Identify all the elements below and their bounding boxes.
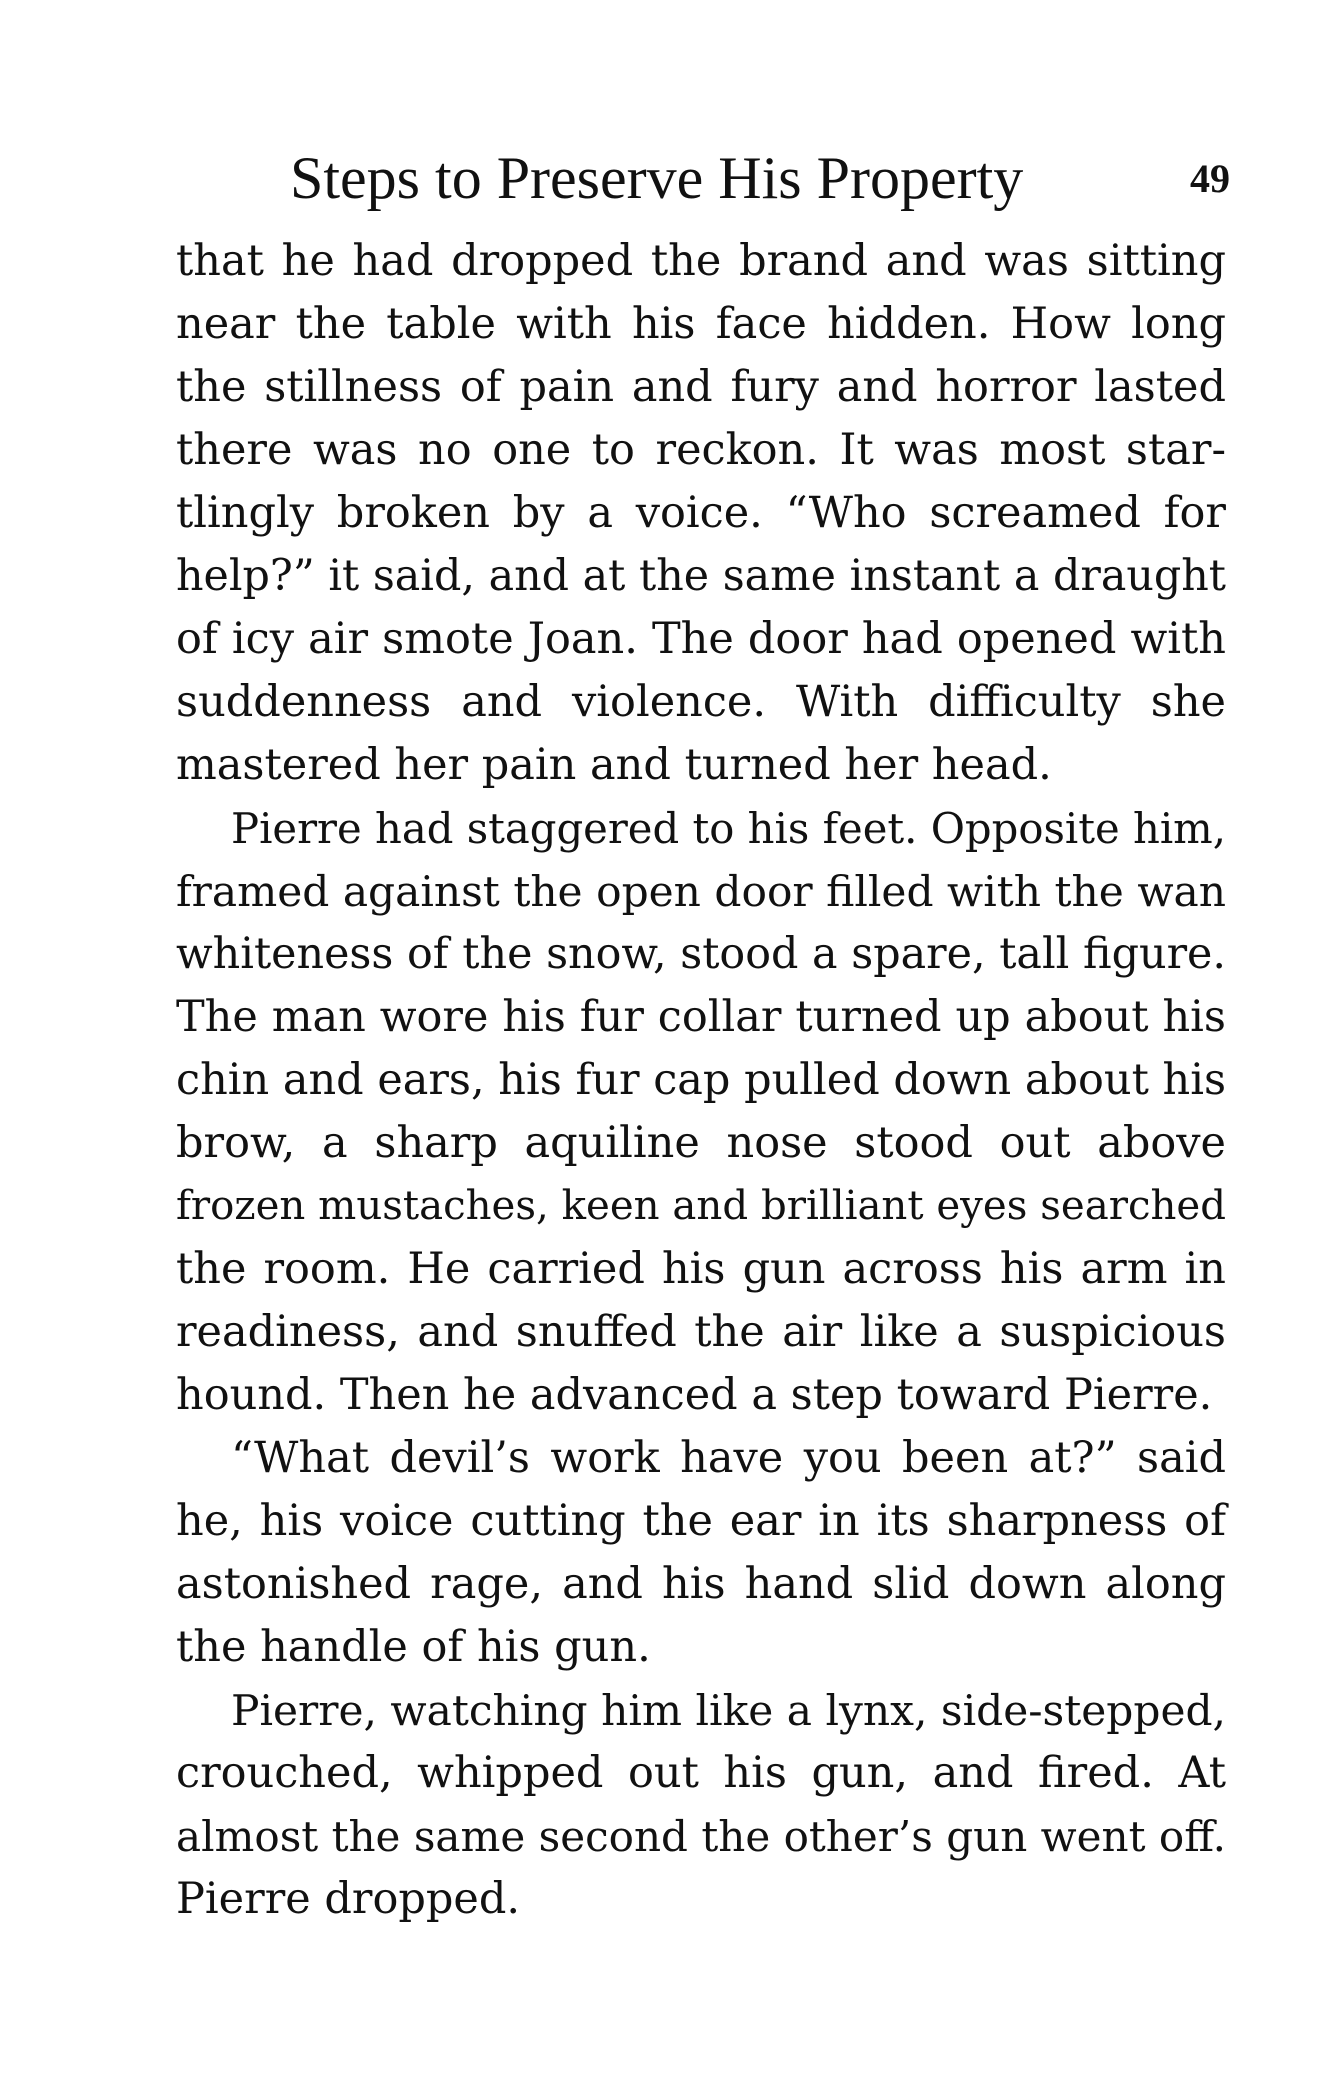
text-line: framed against the open door filled with the wan xyxy=(176,867,1226,916)
running-title: Steps to Preserve His Property xyxy=(290,145,1024,211)
text-line: that he had dropped the brand and was sitting xyxy=(176,236,1226,286)
text-line: crouched, whipped out his gun, and fired. At xyxy=(176,1748,1226,1798)
text-line: The man wore his fur collar turned up about his xyxy=(176,992,1226,1042)
text-line: Pierre had staggered to his feet. Opposite him, xyxy=(231,804,1226,853)
text-line: readiness, and snuffed the air like a suspicious xyxy=(176,1307,1226,1357)
paragraph xyxy=(176,1679,1226,1931)
text-line: hound. Then he advanced a step toward Pierre. xyxy=(176,1370,1213,1420)
body-text xyxy=(176,230,1226,1931)
text-line: mastered her pain and turned her head. xyxy=(176,740,1052,790)
text-line: astonished rage, and his hand slid down along xyxy=(176,1559,1226,1609)
text-line: Pierre, watching him like a lynx, side-stepped, xyxy=(231,1686,1226,1735)
text-line: the stillness of pain and fury and horror lasted xyxy=(176,362,1226,412)
text-line: Pierre dropped. xyxy=(176,1874,521,1924)
page-number: 49 xyxy=(1190,156,1230,201)
text-line: help?” it said, and at the same instant a draught xyxy=(176,551,1226,601)
text-line: there was no one to reckon. It was most star- xyxy=(176,425,1226,475)
text-line: suddenness and violence. With difficulty she xyxy=(176,677,1226,727)
text-line: chin and ears, his fur cap pulled down about his xyxy=(176,1055,1226,1105)
text-line: frozen mustaches, keen and brilliant eyes searched xyxy=(176,1183,1226,1229)
text-line: tlingly broken by a voice. “Who screamed for xyxy=(176,488,1226,538)
text-line: the handle of his gun. xyxy=(176,1622,651,1672)
text-line: brow, a sharp aquiline nose stood out above xyxy=(176,1118,1226,1168)
text-line: he, his voice cutting the ear in its sharpness of xyxy=(176,1496,1226,1546)
running-head xyxy=(290,138,1230,218)
text-line: “What devil’s work have you been at?” said xyxy=(231,1433,1226,1483)
paragraph xyxy=(176,1427,1226,1679)
paragraph xyxy=(176,797,1226,1427)
paragraph xyxy=(176,230,1226,797)
text-line: near the table with his face hidden. How long xyxy=(176,299,1226,349)
text-line: of icy air smote Joan. The door had opened with xyxy=(176,614,1226,664)
text-line: the room. He carried his gun across his arm in xyxy=(176,1244,1226,1294)
text-line: almost the same second the other’s gun went off. xyxy=(176,1812,1226,1861)
text-line: whiteness of the snow, stood a spare, tall figure. xyxy=(176,929,1226,979)
